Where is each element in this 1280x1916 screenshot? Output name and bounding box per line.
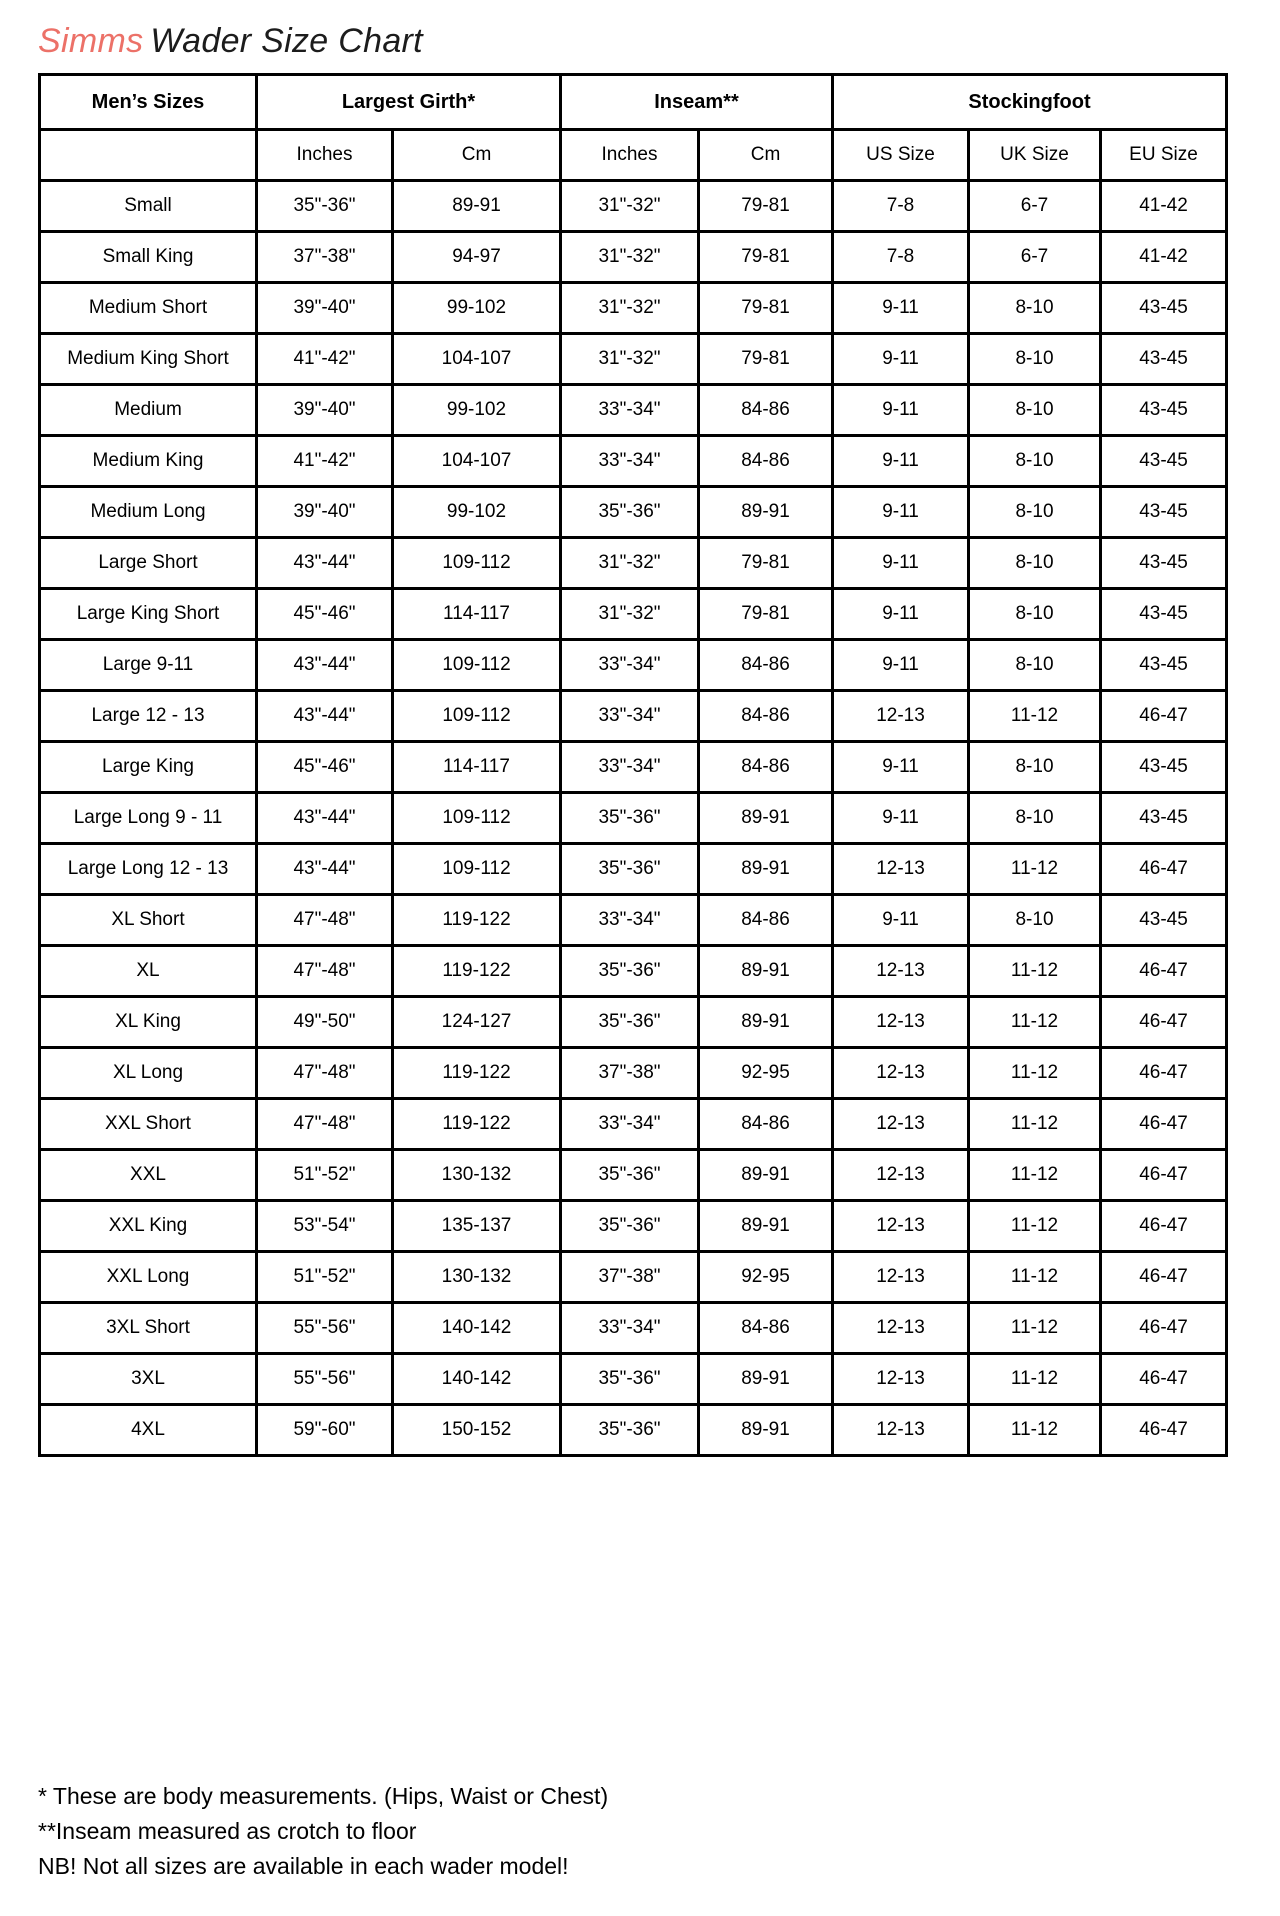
cell: 49"-50" — [257, 997, 393, 1048]
cell: 31"-32" — [561, 334, 699, 385]
cell: 46-47 — [1101, 1099, 1227, 1150]
cell: 46-47 — [1101, 1048, 1227, 1099]
cell: 47"-48" — [257, 1099, 393, 1150]
cell: 33"-34" — [561, 691, 699, 742]
cell: 51"-52" — [257, 1252, 393, 1303]
cell: 119-122 — [393, 946, 561, 997]
cell: 11-12 — [969, 1099, 1101, 1150]
table-row — [40, 1099, 1227, 1150]
cell: 33"-34" — [561, 1099, 699, 1150]
group-header: Stockingfoot — [833, 75, 1227, 130]
cell: 6-7 — [969, 181, 1101, 232]
cell: 124-127 — [393, 997, 561, 1048]
cell: 45"-46" — [257, 589, 393, 640]
cell: 46-47 — [1101, 997, 1227, 1048]
cell: 35"-36" — [561, 1354, 699, 1405]
size-label: Large 9-11 — [40, 640, 257, 691]
cell: 130-132 — [393, 1150, 561, 1201]
footnote-availability: NB! Not all sizes are available in each wader model! — [38, 1853, 569, 1879]
cell: 9-11 — [833, 589, 969, 640]
cell: 12-13 — [833, 997, 969, 1048]
cell: 43-45 — [1101, 487, 1227, 538]
cell: 89-91 — [699, 1405, 833, 1456]
footnote-girth: * These are body measurements. (Hips, Waist or Chest) — [38, 1783, 609, 1809]
cell: 39"-40" — [257, 385, 393, 436]
cell: 47"-48" — [257, 946, 393, 997]
cell: 9-11 — [833, 640, 969, 691]
column-header: Cm — [699, 130, 833, 181]
cell: 31"-32" — [561, 232, 699, 283]
cell: 46-47 — [1101, 844, 1227, 895]
cell: 7-8 — [833, 181, 969, 232]
size-label: Small King — [40, 232, 257, 283]
cell: 84-86 — [699, 1303, 833, 1354]
cell: 79-81 — [699, 334, 833, 385]
cell: 43-45 — [1101, 538, 1227, 589]
cell: 35"-36" — [561, 1150, 699, 1201]
cell: 99-102 — [393, 487, 561, 538]
column-header: Inches — [257, 130, 393, 181]
size-label: 3XL — [40, 1354, 257, 1405]
cell: 92-95 — [699, 1252, 833, 1303]
table-row — [40, 283, 1227, 334]
cell: 9-11 — [833, 283, 969, 334]
cell: 8-10 — [969, 385, 1101, 436]
cell: 37"-38" — [561, 1048, 699, 1099]
table-row — [40, 1405, 1227, 1456]
table-row — [40, 538, 1227, 589]
cell: 51"-52" — [257, 1150, 393, 1201]
table-row — [40, 1150, 1227, 1201]
size-label: Medium King — [40, 436, 257, 487]
cell: 35"-36" — [561, 997, 699, 1048]
column-header-row — [40, 130, 1227, 181]
cell: 43"-44" — [257, 640, 393, 691]
cell: 8-10 — [969, 742, 1101, 793]
cell: 8-10 — [969, 487, 1101, 538]
cell: 9-11 — [833, 334, 969, 385]
table-row — [40, 946, 1227, 997]
cell: 43"-44" — [257, 793, 393, 844]
cell: 55"-56" — [257, 1303, 393, 1354]
cell: 11-12 — [969, 997, 1101, 1048]
cell: 41-42 — [1101, 232, 1227, 283]
cell: 114-117 — [393, 742, 561, 793]
cell: 31"-32" — [561, 283, 699, 334]
column-header: Inches — [561, 130, 699, 181]
column-header: EU Size — [1101, 130, 1227, 181]
cell: 150-152 — [393, 1405, 561, 1456]
cell: 12-13 — [833, 1048, 969, 1099]
cell: 41"-42" — [257, 334, 393, 385]
cell: 43-45 — [1101, 436, 1227, 487]
table-row — [40, 742, 1227, 793]
cell: 43"-44" — [257, 844, 393, 895]
table-row — [40, 487, 1227, 538]
cell: 9-11 — [833, 487, 969, 538]
cell: 45"-46" — [257, 742, 393, 793]
size-label: XL Short — [40, 895, 257, 946]
cell: 99-102 — [393, 283, 561, 334]
cell: 35"-36" — [561, 844, 699, 895]
cell: 79-81 — [699, 181, 833, 232]
cell: 89-91 — [699, 1201, 833, 1252]
cell: 99-102 — [393, 385, 561, 436]
cell: 89-91 — [393, 181, 561, 232]
cell: 104-107 — [393, 334, 561, 385]
size-label: XL — [40, 946, 257, 997]
brand-name: Simms — [38, 22, 144, 60]
cell: 9-11 — [833, 895, 969, 946]
cell: 84-86 — [699, 691, 833, 742]
cell: 35"-36" — [561, 487, 699, 538]
size-label: Medium Long — [40, 487, 257, 538]
cell: 11-12 — [969, 1303, 1101, 1354]
cell: 41-42 — [1101, 181, 1227, 232]
table-row — [40, 181, 1227, 232]
cell: 47"-48" — [257, 1048, 393, 1099]
cell: 89-91 — [699, 1354, 833, 1405]
cell: 11-12 — [969, 946, 1101, 997]
cell: 12-13 — [833, 691, 969, 742]
cell: 35"-36" — [561, 793, 699, 844]
cell: 53"-54" — [257, 1201, 393, 1252]
cell: 11-12 — [969, 1252, 1101, 1303]
size-label: 3XL Short — [40, 1303, 257, 1354]
size-label: Large King Short — [40, 589, 257, 640]
cell: 109-112 — [393, 538, 561, 589]
cell: 8-10 — [969, 793, 1101, 844]
cell: 12-13 — [833, 1201, 969, 1252]
cell: 79-81 — [699, 538, 833, 589]
cell: 84-86 — [699, 895, 833, 946]
cell: 84-86 — [699, 640, 833, 691]
table-row — [40, 436, 1227, 487]
size-label: XXL Long — [40, 1252, 257, 1303]
table-row — [40, 1252, 1227, 1303]
column-header: Cm — [393, 130, 561, 181]
column-header: US Size — [833, 130, 969, 181]
table-row — [40, 334, 1227, 385]
table-row — [40, 385, 1227, 436]
size-label: Large Long 9 - 11 — [40, 793, 257, 844]
size-label: XL Long — [40, 1048, 257, 1099]
cell: 8-10 — [969, 640, 1101, 691]
size-label: Medium Short — [40, 283, 257, 334]
size-chart-table — [38, 73, 1228, 1457]
cell: 55"-56" — [257, 1354, 393, 1405]
table-header — [40, 75, 1227, 181]
size-label: Large 12 - 13 — [40, 691, 257, 742]
cell: 35"-36" — [561, 946, 699, 997]
page-title-text: Wader Size Chart — [150, 22, 423, 60]
cell: 109-112 — [393, 691, 561, 742]
cell: 43"-44" — [257, 538, 393, 589]
cell: 11-12 — [969, 844, 1101, 895]
cell: 39"-40" — [257, 487, 393, 538]
cell: 8-10 — [969, 538, 1101, 589]
cell: 46-47 — [1101, 1150, 1227, 1201]
table-row — [40, 1048, 1227, 1099]
cell: 43"-44" — [257, 691, 393, 742]
cell: 7-8 — [833, 232, 969, 283]
cell: 89-91 — [699, 793, 833, 844]
cell: 79-81 — [699, 232, 833, 283]
cell: 8-10 — [969, 436, 1101, 487]
size-label: 4XL — [40, 1405, 257, 1456]
cell: 12-13 — [833, 1150, 969, 1201]
cell: 46-47 — [1101, 1405, 1227, 1456]
cell: 35"-36" — [561, 1405, 699, 1456]
size-label: XL King — [40, 997, 257, 1048]
cell: 46-47 — [1101, 691, 1227, 742]
cell: 84-86 — [699, 385, 833, 436]
cell: 9-11 — [833, 436, 969, 487]
table-row — [40, 1201, 1227, 1252]
cell: 119-122 — [393, 895, 561, 946]
cell: 43-45 — [1101, 589, 1227, 640]
cell: 39"-40" — [257, 283, 393, 334]
table-row — [40, 691, 1227, 742]
table-row — [40, 895, 1227, 946]
cell: 9-11 — [833, 538, 969, 589]
cell: 9-11 — [833, 793, 969, 844]
cell: 12-13 — [833, 1252, 969, 1303]
cell: 43-45 — [1101, 640, 1227, 691]
cell: 79-81 — [699, 283, 833, 334]
cell: 89-91 — [699, 844, 833, 895]
cell: 140-142 — [393, 1303, 561, 1354]
cell: 37"-38" — [561, 1252, 699, 1303]
size-label: XXL Short — [40, 1099, 257, 1150]
cell: 33"-34" — [561, 1303, 699, 1354]
cell: 109-112 — [393, 793, 561, 844]
size-label: Large Long 12 - 13 — [40, 844, 257, 895]
cell: 135-137 — [393, 1201, 561, 1252]
size-label: Medium — [40, 385, 257, 436]
table-row — [40, 1303, 1227, 1354]
footnote-inseam: **Inseam measured as crotch to floor — [38, 1818, 417, 1844]
cell: 89-91 — [699, 487, 833, 538]
footnotes — [38, 1779, 1280, 1884]
size-label: Large Short — [40, 538, 257, 589]
cell: 59"-60" — [257, 1405, 393, 1456]
cell: 94-97 — [393, 232, 561, 283]
cell: 46-47 — [1101, 1252, 1227, 1303]
cell: 43-45 — [1101, 793, 1227, 844]
column-header-blank — [40, 130, 257, 181]
group-header: Largest Girth* — [257, 75, 561, 130]
cell: 89-91 — [699, 1150, 833, 1201]
cell: 37"-38" — [257, 232, 393, 283]
cell: 11-12 — [969, 1150, 1101, 1201]
cell: 35"-36" — [257, 181, 393, 232]
cell: 84-86 — [699, 436, 833, 487]
table-row — [40, 844, 1227, 895]
size-label: Small — [40, 181, 257, 232]
table-row — [40, 793, 1227, 844]
cell: 31"-32" — [561, 589, 699, 640]
cell: 8-10 — [969, 283, 1101, 334]
cell: 12-13 — [833, 946, 969, 997]
cell: 33"-34" — [561, 385, 699, 436]
cell: 114-117 — [393, 589, 561, 640]
table-row — [40, 997, 1227, 1048]
cell: 11-12 — [969, 1201, 1101, 1252]
cell: 43-45 — [1101, 283, 1227, 334]
cell: 109-112 — [393, 640, 561, 691]
cell: 11-12 — [969, 1405, 1101, 1456]
table-row — [40, 640, 1227, 691]
cell: 33"-34" — [561, 640, 699, 691]
table-body — [40, 181, 1227, 1456]
group-header: Inseam** — [561, 75, 833, 130]
cell: 41"-42" — [257, 436, 393, 487]
cell: 11-12 — [969, 691, 1101, 742]
cell: 35"-36" — [561, 1201, 699, 1252]
cell: 31"-32" — [561, 538, 699, 589]
group-header: Men’s Sizes — [40, 75, 257, 130]
cell: 46-47 — [1101, 1303, 1227, 1354]
cell: 43-45 — [1101, 385, 1227, 436]
column-header: UK Size — [969, 130, 1101, 181]
cell: 89-91 — [699, 946, 833, 997]
cell: 33"-34" — [561, 895, 699, 946]
cell: 43-45 — [1101, 742, 1227, 793]
table-row — [40, 232, 1227, 283]
cell: 119-122 — [393, 1048, 561, 1099]
cell: 84-86 — [699, 742, 833, 793]
cell: 43-45 — [1101, 895, 1227, 946]
cell: 33"-34" — [561, 436, 699, 487]
cell: 46-47 — [1101, 1201, 1227, 1252]
cell: 104-107 — [393, 436, 561, 487]
cell: 12-13 — [833, 1405, 969, 1456]
group-header-row — [40, 75, 1227, 130]
cell: 11-12 — [969, 1048, 1101, 1099]
cell: 12-13 — [833, 1099, 969, 1150]
cell: 47"-48" — [257, 895, 393, 946]
size-label: XXL — [40, 1150, 257, 1201]
cell: 31"-32" — [561, 181, 699, 232]
cell: 140-142 — [393, 1354, 561, 1405]
cell: 8-10 — [969, 895, 1101, 946]
size-label: Large King — [40, 742, 257, 793]
cell: 12-13 — [833, 844, 969, 895]
size-label: XXL King — [40, 1201, 257, 1252]
cell: 46-47 — [1101, 1354, 1227, 1405]
cell: 11-12 — [969, 1354, 1101, 1405]
cell: 33"-34" — [561, 742, 699, 793]
table-row — [40, 589, 1227, 640]
cell: 79-81 — [699, 589, 833, 640]
cell: 119-122 — [393, 1099, 561, 1150]
cell: 89-91 — [699, 997, 833, 1048]
cell: 9-11 — [833, 742, 969, 793]
cell: 8-10 — [969, 334, 1101, 385]
cell: 46-47 — [1101, 946, 1227, 997]
table-row — [40, 1354, 1227, 1405]
cell: 12-13 — [833, 1354, 969, 1405]
cell: 92-95 — [699, 1048, 833, 1099]
cell: 109-112 — [393, 844, 561, 895]
cell: 43-45 — [1101, 334, 1227, 385]
cell: 9-11 — [833, 385, 969, 436]
cell: 6-7 — [969, 232, 1101, 283]
page — [0, 22, 1280, 1884]
cell: 84-86 — [699, 1099, 833, 1150]
size-label: Medium King Short — [40, 334, 257, 385]
page-title — [38, 22, 1280, 60]
cell: 12-13 — [833, 1303, 969, 1354]
cell: 8-10 — [969, 589, 1101, 640]
cell: 130-132 — [393, 1252, 561, 1303]
